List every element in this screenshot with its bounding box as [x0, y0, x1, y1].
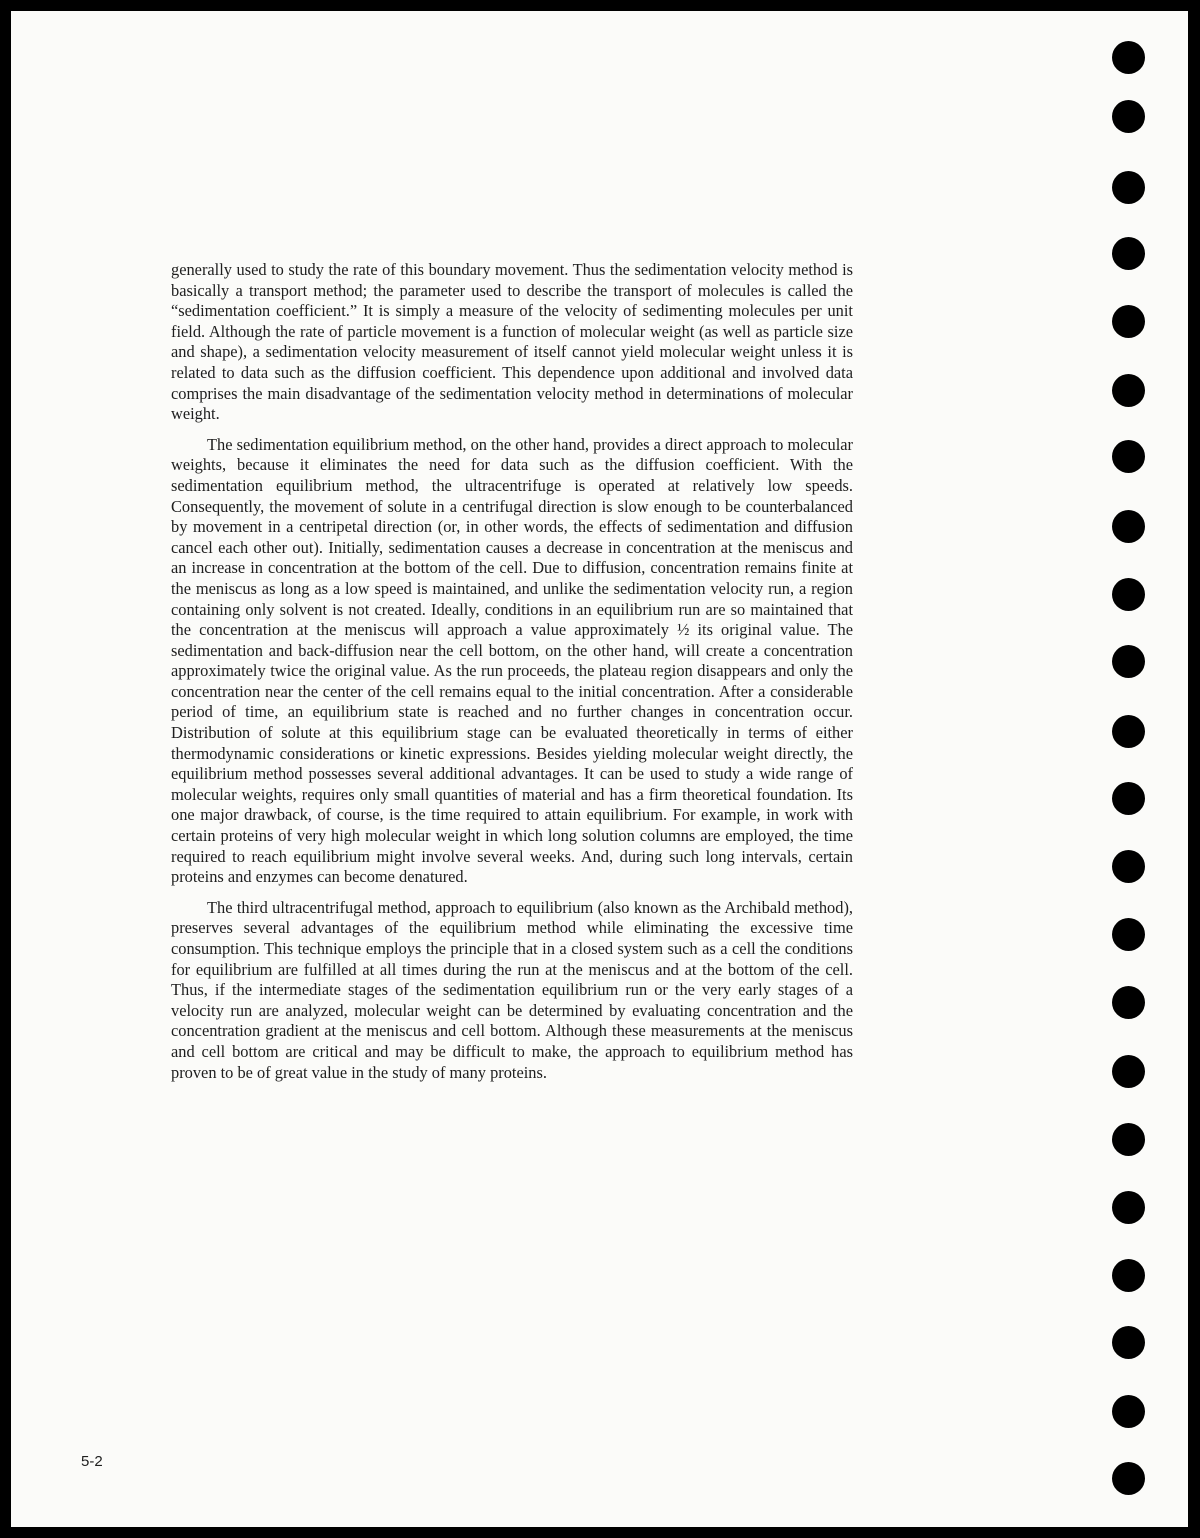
punch-hole-icon	[1112, 171, 1145, 204]
paragraph-1: generally used to study the rate of this boundary movement. Thus the sedimentation velocity method is basically a transport method; the parameter used to describe the transport of molecules is called the “sedimentation coefficient.” It is simply a measure of the velocity of sedimenting molecules per unit field. Although the rate of particle movement is a function of molecular weight (as well as particle size and shape), a sedimentation velocity measurement of itself cannot yield molecular weight unless it is related to data such as the diffusion coefficient. This dependence upon additional and involved data comprises the main disadvantage of the sedimentation velocity method in determinations of molecular weight.	[171, 260, 853, 424]
punch-hole-icon	[1112, 918, 1145, 951]
punch-hole-icon	[1112, 1191, 1145, 1224]
punch-hole-icon	[1112, 1123, 1145, 1156]
document-page	[11, 11, 1188, 1527]
punch-hole-icon	[1112, 510, 1145, 543]
punch-hole-icon	[1112, 1259, 1145, 1292]
page-number: 5-2	[81, 1453, 103, 1470]
punch-hole-icon	[1112, 305, 1145, 338]
punch-hole-icon	[1112, 1055, 1145, 1088]
punch-hole-icon	[1112, 374, 1145, 407]
punch-hole-icon	[1112, 850, 1145, 883]
punch-hole-icon	[1112, 41, 1145, 74]
punch-hole-icon	[1112, 237, 1145, 270]
punch-hole-icon	[1112, 645, 1145, 678]
punch-hole-icon	[1112, 715, 1145, 748]
punch-hole-icon	[1112, 986, 1145, 1019]
punch-hole-icon	[1112, 100, 1145, 133]
punch-hole-icon	[1112, 578, 1145, 611]
punch-hole-icon	[1112, 782, 1145, 815]
body-text	[171, 260, 853, 1093]
punch-hole-icon	[1112, 1326, 1145, 1359]
paragraph-2: The sedimentation equilibrium method, on the other hand, provides a direct approach to molecular weights, because it eliminates the need for data such as the diffusion coefficient. With the sedimentation equilibrium method, the ultracentrifuge is operated at relatively low speeds. Consequently, the movement of solute in a centrifugal direction is slow enough to be counterbalanced by movement in a centripetal direction (or, in other words, the effects of sedimentation and diffusion cancel each other out). Initially, sedimentation causes a decrease in concentration at the meniscus and an increase in concentration at the bottom of the cell. Due to diffusion, concentration remains finite at the meniscus as long as a low speed is maintained, and unlike the sedimentation velocity run, a region containing only solvent is not created. Ideally, conditions in an equilibrium run are so maintained that the concentration at the meniscus will approach a value approximately ½ its original value. The sedimentation and back-diffusion near the cell bottom, on the other hand, will create a concentration approximately twice the original value. As the run proceeds, the plateau region disappears and only the concentration near the center of the cell remains equal to the initial concentration. After a considerable period of time, an equilibrium state is reached and no further changes in concentration occur. Distribution of solute at this equilibrium stage can be evaluated theoretically in terms of either thermodynamic considerations or kinetic expressions. Besides yielding molecular weight directly, the equilibrium method possesses several additional advantages. It can be used to study a wide range of molecular weights, requires only small quantities of material and has a firm theoretical foundation. Its one major drawback, of course, is the time required to attain equilibrium. For example, in work with certain proteins of very high molecular weight in which long solution columns are employed, the time required to reach equilibrium might involve several weeks. And, during such long intervals, certain proteins and enzymes can become denatured.	[171, 434, 853, 887]
punch-hole-icon	[1112, 1462, 1145, 1495]
punch-hole-icon	[1112, 1395, 1145, 1428]
paragraph-3: The third ultracentrifugal method, approach to equilibrium (also known as the Archibald method), preserves several advantages of the equilibrium method while eliminating the excessive time consumption. This technique employs the principle that in a closed system such as a cell the conditions for equilibrium are fulfilled at all times during the run at the meniscus and at the bottom of the cell. Thus, if the intermediate stages of the sedimentation equilibrium run or the very early stages of a velocity run are analyzed, molecular weight can be determined by evaluating concentration and the concentration gradient at the meniscus and cell bottom. Although these measurements at the meniscus and cell bottom are critical and may be difficult to make, the approach to equilibrium method has proven to be of great value in the study of many proteins.	[171, 897, 853, 1082]
punch-hole-icon	[1112, 440, 1145, 473]
